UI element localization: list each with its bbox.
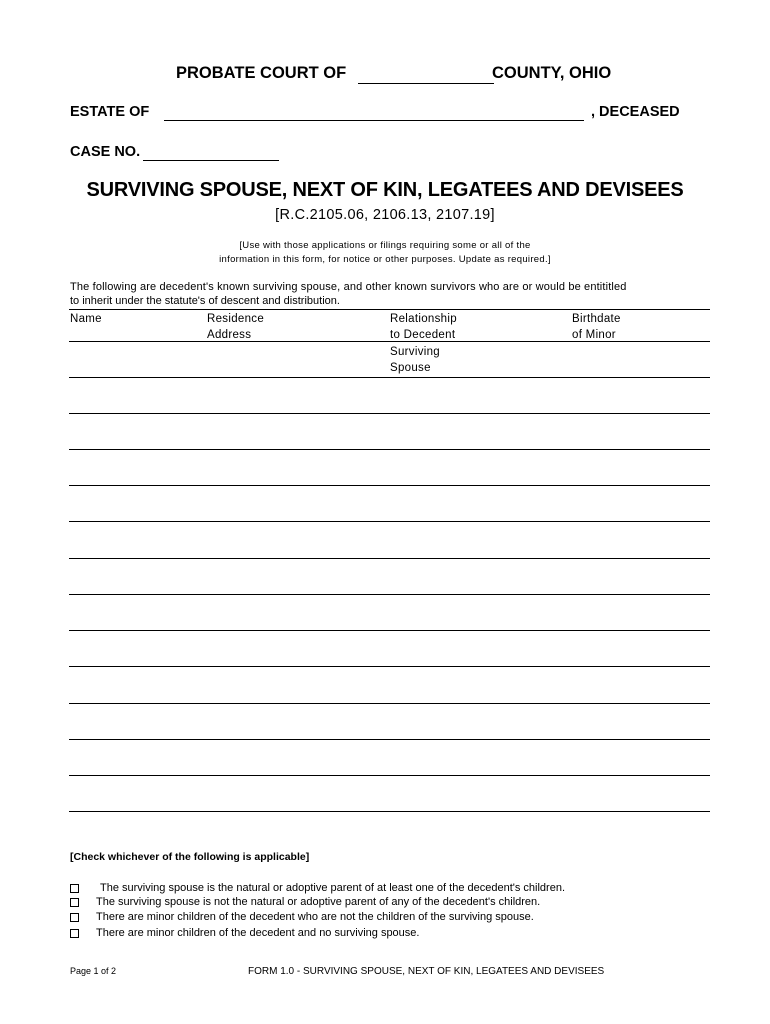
col-header-name: [70, 311, 102, 327]
table-row-rule[interactable]: [69, 485, 710, 486]
table-row-rule[interactable]: [69, 521, 710, 522]
surviving-spouse-row-label: [390, 344, 440, 376]
checkbox[interactable]: [70, 913, 79, 922]
checklist-item[interactable]: [70, 910, 534, 924]
table-row-rule[interactable]: [69, 811, 710, 812]
form-title: SURVIVING SPOUSE, NEXT OF KIN, LEGATEES AND DEVISEES: [86, 179, 684, 201]
checklist-item-label: There are minor children of the decedent and no surviving spouse.: [96, 927, 420, 939]
table-top-rule: [69, 309, 710, 310]
table-row-rule[interactable]: [69, 377, 710, 378]
col-header-birthdate-line: Birthdate: [572, 313, 621, 325]
checklist-item[interactable]: [70, 881, 565, 895]
table-row-rule[interactable]: [69, 449, 710, 450]
court-prefix-label: PROBATE COURT OF: [176, 64, 347, 82]
col-header-relationship-line: to Decedent: [390, 329, 456, 341]
checklist-item-label: The surviving spouse is not the natural or adoptive parent of any of the decedent's children.: [96, 896, 541, 908]
table-header-rule: [69, 341, 710, 342]
court-line: [176, 64, 346, 83]
col-header-residence-line: Residence: [207, 313, 265, 325]
surviving-spouse-line: Spouse: [390, 362, 431, 374]
page-number: Page 1 of 2: [70, 966, 117, 976]
col-header-birthdate-line: of Minor: [572, 329, 616, 341]
table-row-rule[interactable]: [69, 594, 710, 595]
county-field[interactable]: [358, 83, 494, 84]
estate-name-field[interactable]: [164, 120, 584, 121]
checklist-item[interactable]: [70, 895, 540, 909]
table-row-rule[interactable]: [69, 413, 710, 414]
col-header-relationship: [390, 311, 457, 343]
checklist-item-label: There are minor children of the decedent who are not the children of the surviving spouse.: [96, 911, 534, 923]
checklist-item[interactable]: [70, 926, 419, 940]
checkbox[interactable]: [70, 898, 79, 907]
table-row-rule[interactable]: [69, 775, 710, 776]
deceased-label: , DECEASED: [591, 104, 680, 120]
col-header-residence: [207, 311, 264, 343]
instruction-line: information in this form, for notice or other purposes. Update as required.]: [219, 254, 551, 265]
checklist-item-label: The surviving spouse is the natural or adoptive parent of at least one of the decedent's children.: [100, 882, 565, 894]
court-suffix-label: COUNTY, OHIO: [492, 64, 612, 82]
estate-label: ESTATE OF: [70, 104, 150, 120]
table-row-rule[interactable]: [69, 558, 710, 559]
case-number-field[interactable]: [143, 160, 279, 161]
case-number-label: CASE NO.: [70, 144, 141, 160]
table-row-rule[interactable]: [69, 703, 710, 704]
col-header-residence-line: Address: [207, 329, 252, 341]
table-row-rule[interactable]: [69, 739, 710, 740]
col-header-relationship-line: Relationship: [390, 313, 457, 325]
form-footer-title: FORM 1.0 - SURVIVING SPOUSE, NEXT OF KIN, LEGATEES AND DEVISEES: [248, 966, 605, 977]
intro-line: to inherit under the statute's of descent and distribution.: [70, 295, 340, 307]
intro-line: The following are decedent's known surviving spouse, and other known survivors who are or would be entititled: [70, 281, 627, 293]
col-header-name-label: Name: [70, 313, 102, 325]
col-header-birthdate: [572, 311, 621, 343]
checkbox[interactable]: [70, 884, 79, 893]
table-row-rule[interactable]: [69, 630, 710, 631]
instruction-line: [Use with those applications or filings requiring some or all of the: [239, 240, 531, 251]
checklist-heading: [Check whichever of the following is applicable]: [70, 851, 310, 863]
surviving-spouse-line: Surviving: [390, 346, 440, 358]
table-row-rule[interactable]: [69, 666, 710, 667]
statute-reference: [R.C.2105.06, 2106.13, 2107.19]: [275, 207, 495, 223]
form-instructions: [0, 239, 770, 267]
intro-paragraph: [70, 280, 710, 308]
checkbox[interactable]: [70, 929, 79, 938]
